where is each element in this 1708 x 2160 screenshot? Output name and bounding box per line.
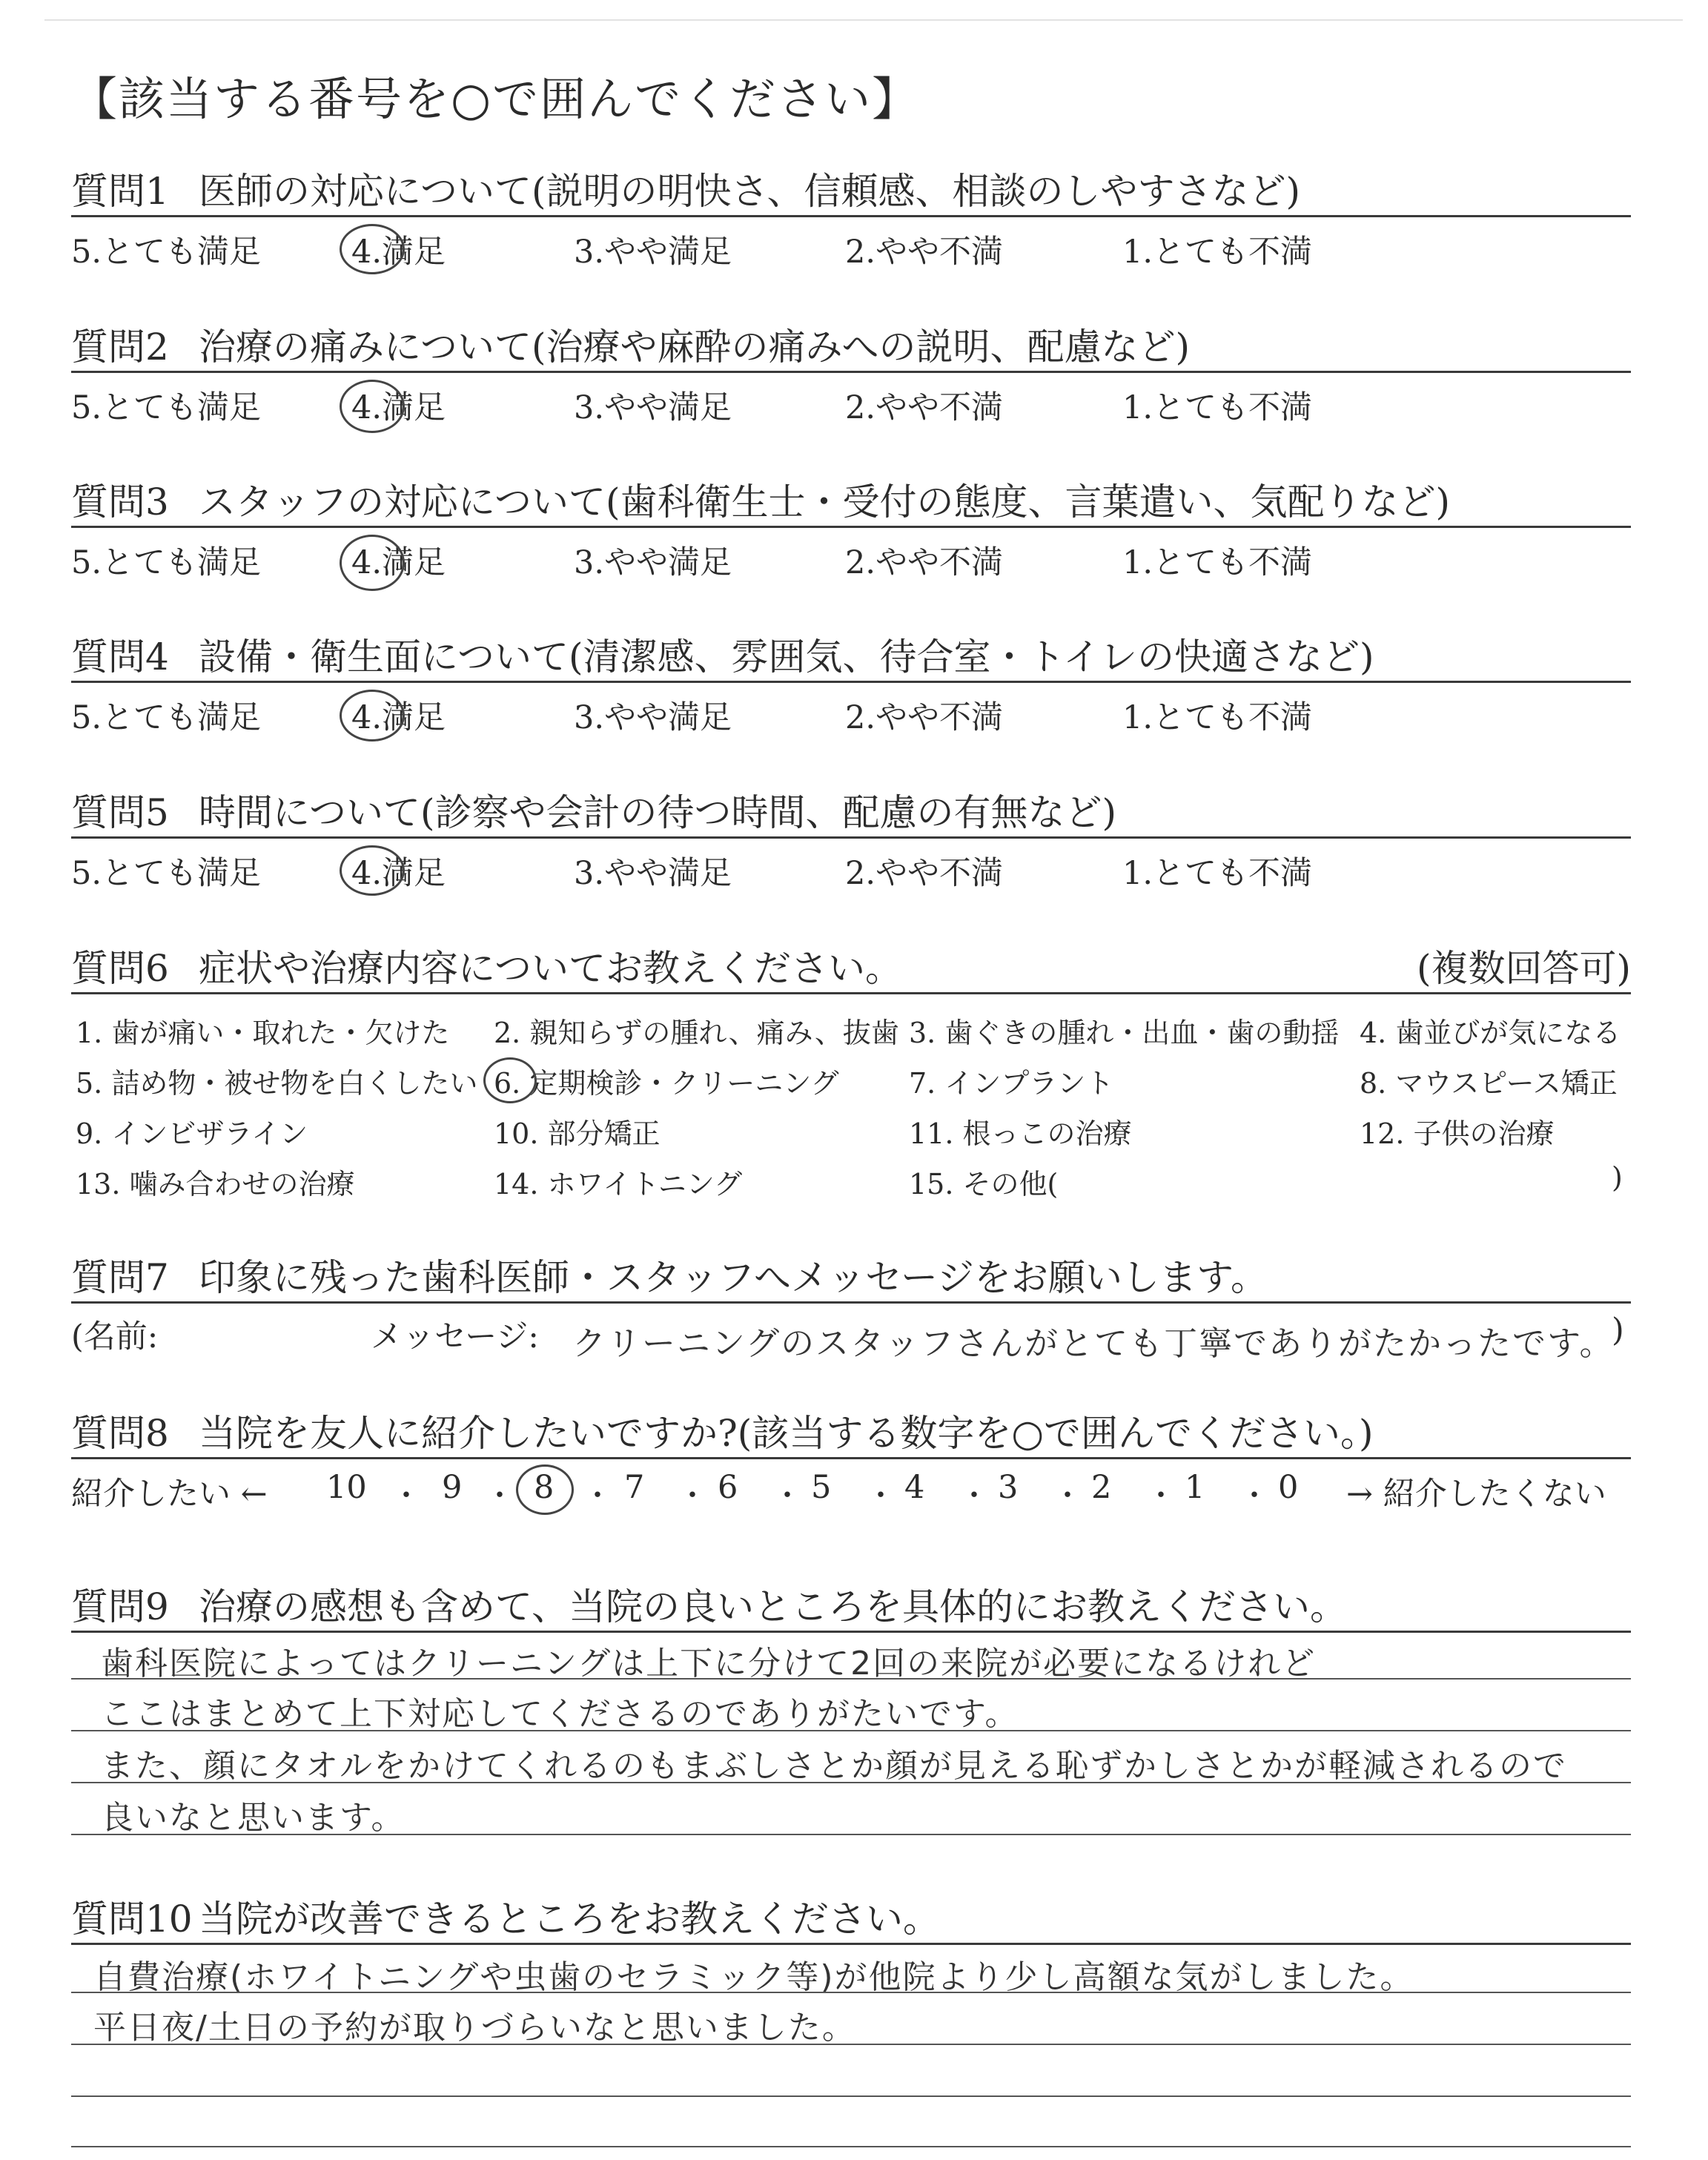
scale-6[interactable]: 6 (718, 1469, 738, 1506)
question-number: 質問7 (71, 1256, 169, 1299)
option-whitening-fillings[interactable]: 5. 詰め物・被せ物を白くしたい (76, 1067, 478, 1100)
option-very-dissatisfied[interactable]: 1.とても不満 (1122, 234, 1313, 271)
scale-0[interactable]: 0 (1278, 1469, 1299, 1506)
question-rule (71, 215, 1631, 217)
answer-rule (71, 2095, 1631, 2097)
page-heading: 【該当する番号を○で囲んでください】 (71, 72, 920, 126)
option-somewhat-dissatisfied[interactable]: 2.やや不満 (845, 544, 1004, 581)
question-text: 当院を友人に紹介したいですか?(該当する数字を○で囲んでください。) (199, 1412, 1374, 1455)
option-very-satisfied[interactable]: 5.とても満足 (71, 699, 262, 736)
selection-circle (340, 690, 405, 742)
name-label: (名前: (71, 1318, 159, 1355)
answer-line-2[interactable]: ここはまとめて上下対応してくださるのでありがたいです。 (101, 1695, 1019, 1733)
answer-rule (71, 1730, 1631, 1731)
option-other[interactable]: 15. その他( (909, 1168, 1059, 1200)
selection-circle (483, 1057, 537, 1103)
option-very-satisfied[interactable]: 5.とても満足 (71, 544, 262, 581)
option-gum-problems[interactable]: 3. 歯ぐきの腫れ・出血・歯の動揺 (909, 1017, 1340, 1049)
answer-line-4[interactable]: 良いなと思います。 (101, 1799, 406, 1837)
option-invisalign[interactable]: 9. インビザライン (76, 1117, 308, 1150)
scale-separator: ・ (678, 1479, 707, 1513)
scale-2[interactable]: 2 (1091, 1469, 1112, 1506)
option-very-dissatisfied[interactable]: 1.とても不満 (1122, 389, 1313, 426)
question-text: スタッフの対応について(歯科衛生士・受付の態度、言葉遣い、気配りなど) (199, 480, 1451, 524)
question-rule (71, 681, 1631, 683)
scale-10[interactable]: 10 (326, 1469, 367, 1506)
question-number: 質問9 (71, 1585, 169, 1628)
option-somewhat-satisfied[interactable]: 3.やや満足 (574, 544, 732, 581)
option-very-dissatisfied[interactable]: 1.とても不満 (1122, 855, 1313, 892)
option-somewhat-satisfied[interactable]: 3.やや満足 (574, 699, 732, 736)
question-rule (71, 992, 1631, 994)
answer-line-1[interactable]: 歯科医院によってはクリーニングは上下に分けて2回の来院が必要になるけれど (101, 1645, 1317, 1682)
question-number: 質問5 (71, 791, 169, 834)
scale-separator: ・ (866, 1479, 896, 1513)
scale-8[interactable]: 8 (534, 1469, 555, 1506)
question-text: 当院が改善できるところをお教えください。 (199, 1898, 940, 1941)
scale-3[interactable]: 3 (998, 1469, 1019, 1506)
scale-5[interactable]: 5 (811, 1469, 832, 1506)
question-number: 質問8 (71, 1412, 169, 1455)
option-somewhat-dissatisfied[interactable]: 2.やや不満 (845, 855, 1004, 892)
message-label: メッセージ: (371, 1318, 539, 1355)
option-satisfied[interactable]: 4.満足 (351, 855, 446, 892)
question-rule (71, 1457, 1631, 1459)
selection-circle (340, 535, 405, 591)
answer-line-3[interactable]: また、顔にタオルをかけてくれるのもまぶしさとか顔が見える恥ずかしさとかが軽減されるので (101, 1747, 1567, 1785)
answer-rule (71, 2146, 1631, 2147)
question-rule (71, 836, 1631, 839)
message-handwritten[interactable]: クリーニングのスタッフさんがとても丁寧でありがたかったです。 (572, 1324, 1615, 1363)
question-text: 症状や治療内容についてお教えください。 (199, 947, 902, 990)
scale-separator: ・ (772, 1479, 802, 1513)
option-satisfied[interactable]: 4.満足 (351, 234, 446, 271)
option-very-dissatisfied[interactable]: 1.とても不満 (1122, 699, 1313, 736)
question-text: 印象に残った歯科医師・スタッフへメッセージをお願いします。 (199, 1256, 1268, 1299)
option-wisdom-tooth[interactable]: 2. 親知らずの腫れ、痛み、抜歯 (494, 1017, 899, 1049)
question-rule (71, 1301, 1631, 1304)
option-pediatric[interactable]: 12. 子供の治療 (1360, 1117, 1555, 1150)
option-alignment[interactable]: 4. 歯並びが気になる (1360, 1017, 1621, 1049)
answer-rule (71, 1782, 1631, 1783)
option-mouthpiece[interactable]: 8. マウスピース矯正 (1360, 1067, 1618, 1100)
selection-circle (516, 1464, 574, 1515)
question-rule (71, 526, 1631, 528)
question-number: 質問3 (71, 480, 169, 524)
question-rule (71, 1943, 1631, 1945)
scale-separator: ・ (1146, 1479, 1176, 1513)
option-toothache[interactable]: 1. 歯が痛い・取れた・欠けた (76, 1017, 450, 1049)
option-very-dissatisfied[interactable]: 1.とても不満 (1122, 544, 1313, 581)
recommend-right-label: → 紹介したくない (1346, 1476, 1606, 1513)
answer-rule (71, 2044, 1631, 2045)
question-text: 時間について(診察や会計の待つ時間、配慮の有無など) (199, 791, 1117, 834)
option-satisfied[interactable]: 4.満足 (351, 699, 446, 736)
scale-separator: ・ (959, 1479, 989, 1513)
selection-circle (340, 845, 405, 896)
option-satisfied[interactable]: 4.満足 (351, 544, 446, 581)
question-text: 治療の痛みについて(治療や麻酔の痛みへの説明、配慮など) (199, 326, 1191, 369)
question-rule (71, 1631, 1631, 1633)
option-somewhat-dissatisfied[interactable]: 2.やや不満 (845, 699, 1004, 736)
recommend-left-label: 紹介したい ← (71, 1476, 268, 1513)
question-number: 質問2 (71, 326, 169, 369)
option-very-satisfied[interactable]: 5.とても満足 (71, 855, 262, 892)
question-number: 質問4 (71, 635, 169, 678)
scale-9[interactable]: 9 (442, 1469, 463, 1506)
option-whitening[interactable]: 14. ホワイトニング (494, 1168, 743, 1200)
top-edge-line (44, 19, 1683, 21)
option-very-satisfied[interactable]: 5.とても満足 (71, 389, 262, 426)
scale-separator: ・ (1053, 1479, 1082, 1513)
answer-line-1[interactable]: 自費治療(ホワイトニングや虫歯のセラミック等)が他院より少し高額な気がしました。 (93, 1958, 1414, 1996)
option-somewhat-dissatisfied[interactable]: 2.やや不満 (845, 389, 1004, 426)
option-root-canal[interactable]: 11. 根っこの治療 (909, 1117, 1132, 1150)
question-text: 設備・衛生面について(清潔感、雰囲気、待合室・トイレの快適さなど) (199, 635, 1374, 678)
question-number: 質問10 (71, 1898, 193, 1941)
option-satisfied[interactable]: 4.満足 (351, 389, 446, 426)
option-somewhat-satisfied[interactable]: 3.やや満足 (574, 855, 732, 892)
option-somewhat-satisfied[interactable]: 3.やや満足 (574, 234, 732, 271)
multiple-answers-note: (複数回答可) (1416, 947, 1631, 990)
option-bite[interactable]: 13. 噛み合わせの治療 (76, 1168, 355, 1200)
question-rule (71, 371, 1631, 373)
scale-separator: ・ (391, 1479, 421, 1513)
answer-rule (71, 1992, 1631, 1993)
scale-separator: ・ (1239, 1479, 1269, 1513)
answer-rule (71, 1678, 1631, 1680)
question-number: 質問1 (71, 170, 169, 213)
scale-1[interactable]: 1 (1185, 1469, 1205, 1506)
answer-line-2[interactable]: 平日夜/土日の予約が取りづらいなと思いました。 (93, 2009, 856, 2047)
scale-7[interactable]: 7 (624, 1469, 645, 1506)
option-partial-ortho[interactable]: 10. 部分矯正 (494, 1117, 661, 1150)
option-very-satisfied[interactable]: 5.とても満足 (71, 234, 262, 271)
answer-rule (71, 1834, 1631, 1835)
question-text: 治療の感想も含めて、当院の良いところを具体的にお教えください。 (199, 1585, 1347, 1628)
question-text: 医師の対応について(説明の明快さ、信頼感、相談のしやすさなど) (199, 170, 1301, 213)
option-checkup-cleaning[interactable]: 6. 定期検診・クリーニング (494, 1067, 839, 1100)
scale-4[interactable]: 4 (904, 1469, 925, 1506)
question-number: 質問6 (71, 947, 169, 990)
scale-separator: ・ (485, 1479, 514, 1513)
selection-circle (340, 224, 405, 274)
other-close-paren: ) (1612, 1161, 1623, 1194)
option-somewhat-dissatisfied[interactable]: 2.やや不満 (845, 234, 1004, 271)
option-implant[interactable]: 7. インプラント (909, 1067, 1114, 1100)
scale-separator: ・ (583, 1479, 612, 1513)
message-close-paren: ) (1612, 1312, 1624, 1349)
option-somewhat-satisfied[interactable]: 3.やや満足 (574, 389, 732, 426)
selection-circle (340, 380, 405, 433)
